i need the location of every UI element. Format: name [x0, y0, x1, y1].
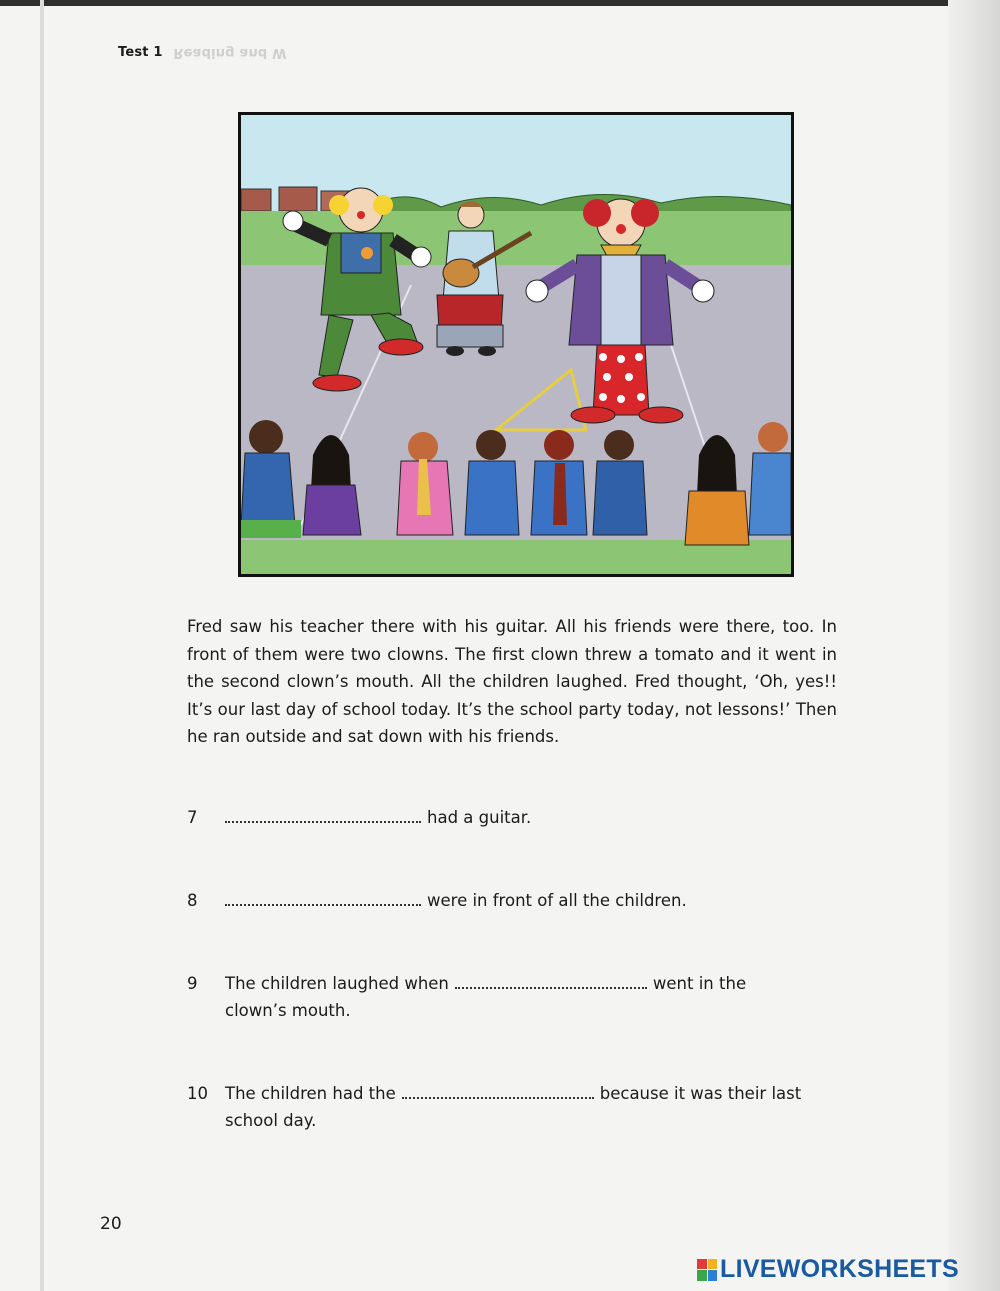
question-number: 7 [187, 808, 198, 827]
answer-blank-8[interactable] [225, 888, 421, 906]
question-9 [187, 970, 807, 1024]
question-number: 8 [187, 891, 198, 910]
brand-name: LIVEWORKSHEETS [720, 1255, 959, 1283]
answer-blank-9[interactable] [455, 971, 647, 989]
question-8 [187, 887, 687, 914]
page-number: 20 [100, 1214, 122, 1234]
test-label: Test 1 [118, 45, 163, 60]
answer-blank-7[interactable] [225, 805, 421, 823]
question-number: 10 [187, 1084, 208, 1103]
story-paragraph: Fred saw his teacher there with his guitar. All his friends were there, too. In front of them were two clowns. The first clown threw a tomato and it went in the second clown’s mouth. All the children laughed. Fred thought, ‘Oh, yes!! It’s our last day of school today. It’s the school party today, not lessons!’ Then he ran outside and sat down with his friends. [187, 617, 837, 746]
question-10 [187, 1080, 837, 1134]
page-edge-right [948, 0, 1000, 1291]
clown-party-illustration [238, 112, 794, 577]
answer-blank-10[interactable] [402, 1081, 594, 1099]
page-edge-left [40, 0, 44, 1291]
question-text-after: went in the [652, 974, 747, 993]
question-number: 9 [187, 974, 198, 993]
question-text: had a guitar. [427, 808, 532, 827]
liveworksheets-brand [697, 1255, 959, 1284]
question-text: were in front of all the children. [427, 891, 687, 910]
test-header [118, 45, 287, 60]
question-7 [187, 804, 531, 831]
page-edge-top [0, 0, 1000, 6]
question-text-before: The children laughed when [225, 974, 449, 993]
question-text-before: The children had the [225, 1084, 396, 1103]
question-continuation: school day. [225, 1111, 317, 1130]
liveworksheets-logo-icon [697, 1259, 717, 1281]
question-text-after: because it was their last [599, 1084, 802, 1103]
question-continuation: clown’s mouth. [225, 1001, 351, 1020]
bleed-through-text: Reading and W [173, 45, 287, 60]
illustration-drawing [241, 115, 791, 574]
